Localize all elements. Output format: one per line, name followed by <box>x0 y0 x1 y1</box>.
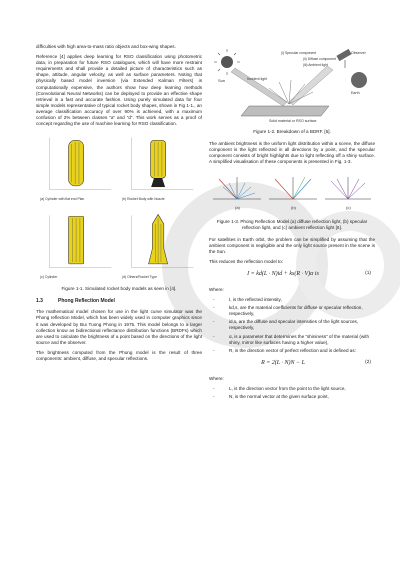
definition-item: - L, is the direction vector from the point to the light source, <box>229 386 375 392</box>
equation-1 <box>209 269 375 281</box>
left-column <box>36 44 202 366</box>
definition-item: - α, is a parameter that determines the “shininess” of the material (with shiny, mirror like surfaces having a higher value), <box>229 334 375 346</box>
phong-diagram <box>209 169 375 213</box>
label-diffuse: (ii) Diffuse component <box>303 57 336 61</box>
label-incident: Incident light <box>247 77 268 81</box>
paragraph: difficulties with high area-to-mass ratio objects and box-wing shapes. <box>36 44 176 49</box>
label-sun: Sun <box>218 78 226 83</box>
panel-label-a: (a) <box>235 205 240 211</box>
equation-number: (1) <box>365 270 371 276</box>
rocket-model-c <box>40 209 116 283</box>
definition-list <box>209 386 375 400</box>
paragraph: The mathematical model chosen for use in the light curve simulator was the Phong reflection Model, which has been widely used in computer graphics since it was developed by Bui Tuong Phong in 1975. This model belongs to a larger collection know as bidirectional reflectance distribution functions (BRDFs) which are used to calculate the brightness of a point based on the directions of the light source and the observer. <box>36 309 202 345</box>
equation-2 <box>209 358 375 370</box>
specular-panel <box>269 177 317 199</box>
paragraph: This reduces the reflection model to: <box>209 258 284 264</box>
definition-item: - R, is the direction vector of perfect reflection and is defined as: <box>229 348 375 354</box>
figure-caption: Figure 1-2. Breakdown of a BDRF. [5]. <box>253 129 331 135</box>
figure-label: (a) Cylinder with flat end Plan <box>40 197 85 202</box>
panel-label-b: (b) <box>291 205 296 211</box>
paragraph: Reference [4] applies deep learning for RSO classification using photometric data, in preparation for future RSO catalogues, which will have more restraint requirements and shall provide a detailed picture of characteristics such as shape, attitude, angular velocity, as well as surface parameters. Noting that physically based model inversion (via Extended Kalman Filters) is computationally expensive, the authors show how deep learning methods (Convolutional Neural Networks) can be deployed to provide an effective shape retrieval in a fast and accurate fashion. Using purely simulated data for four simple models representative of typical rocket body shapes, shown in Fig 1-1., an average classification accuracy of over 90% is achieved, with a maximum confusion of 2% between classes “a” and “d”. This work serves as a proof of concept regarding the use of machine learning for RSO classification. <box>36 54 202 127</box>
figure-label: (b) Rocket Body with Nozzle <box>122 197 165 202</box>
label-specular: (i) Specular component <box>281 51 317 55</box>
section-title: Phong Reflection Model <box>58 298 115 305</box>
where-label: Where: <box>209 375 224 381</box>
observer-icon <box>336 49 351 68</box>
brdf-diagram <box>209 44 375 124</box>
section-heading <box>36 298 202 304</box>
figure-label: (c) Cylinder <box>40 275 58 280</box>
paragraph: The brightness computed from the Phong model is the result of three components: ambient, diffuse, and specular reflections. <box>36 349 202 361</box>
equation-body: I = kd(L · N)id + ks(R · V)α is <box>247 270 319 277</box>
figure-1-3 <box>209 169 375 230</box>
diffuse-panel <box>213 177 261 199</box>
where-label: Where: <box>209 286 224 292</box>
figure-caption: Figure 1-3. Phong Reflection Model.(a) diffuse reflection light, (b) specular reflection light, and (c) ambient reflection light [6]. <box>216 218 368 230</box>
paragraph: For satellites in Earth orbit, the problem can be simplified by assuming that the ambient component is negligible and the only light source present in the scene is the Sun. <box>209 236 375 254</box>
figure-caption: Figure 1-1. Simulated rocket body models as seen in [4]. <box>61 286 177 292</box>
panel-label-c: (c) <box>346 205 351 211</box>
figure-1-2 <box>209 44 375 135</box>
definition-item: - N, is the normal vector at the given surface point, <box>229 394 375 400</box>
label-earth: Earth <box>351 91 360 95</box>
label-observer: Observer <box>351 51 366 55</box>
equation-number: (2) <box>365 359 371 365</box>
definition-item: - kd,s, are the material coefficients for diffuse or specular reflection, respectively, <box>229 305 375 317</box>
section-number: 1.3 <box>36 298 43 305</box>
paragraph: The ambient brightness is the uniform light distribution within a scene, the diffuse component is the light reflected in all directions by a point, and the specular component consists of bright highlights due to light reflecting off a shiny surface. A simplified visualisation of these components is presented in Fig. 1-3. <box>209 141 375 165</box>
definition-item: - I, is the reflected intensity, <box>229 297 375 303</box>
figure-label: (d) Others/Rocket Type <box>122 275 157 280</box>
rocket-model-b <box>122 131 198 205</box>
label-surface: Solid material or RSO surface <box>269 119 317 123</box>
definition-item: - id,s, are the diffuse and specular intensities of the light sources, respectively, <box>229 319 375 331</box>
figure-1-1 <box>36 131 202 292</box>
definition-list <box>209 297 375 354</box>
equation-body: R = 2(L · N)N − L <box>261 359 305 366</box>
ambient-panel <box>325 177 371 199</box>
rocket-model-d <box>122 209 198 283</box>
rocket-model-a <box>40 131 116 205</box>
right-column <box>209 44 375 404</box>
label-ambient: (iii) Ambient light <box>303 63 328 67</box>
